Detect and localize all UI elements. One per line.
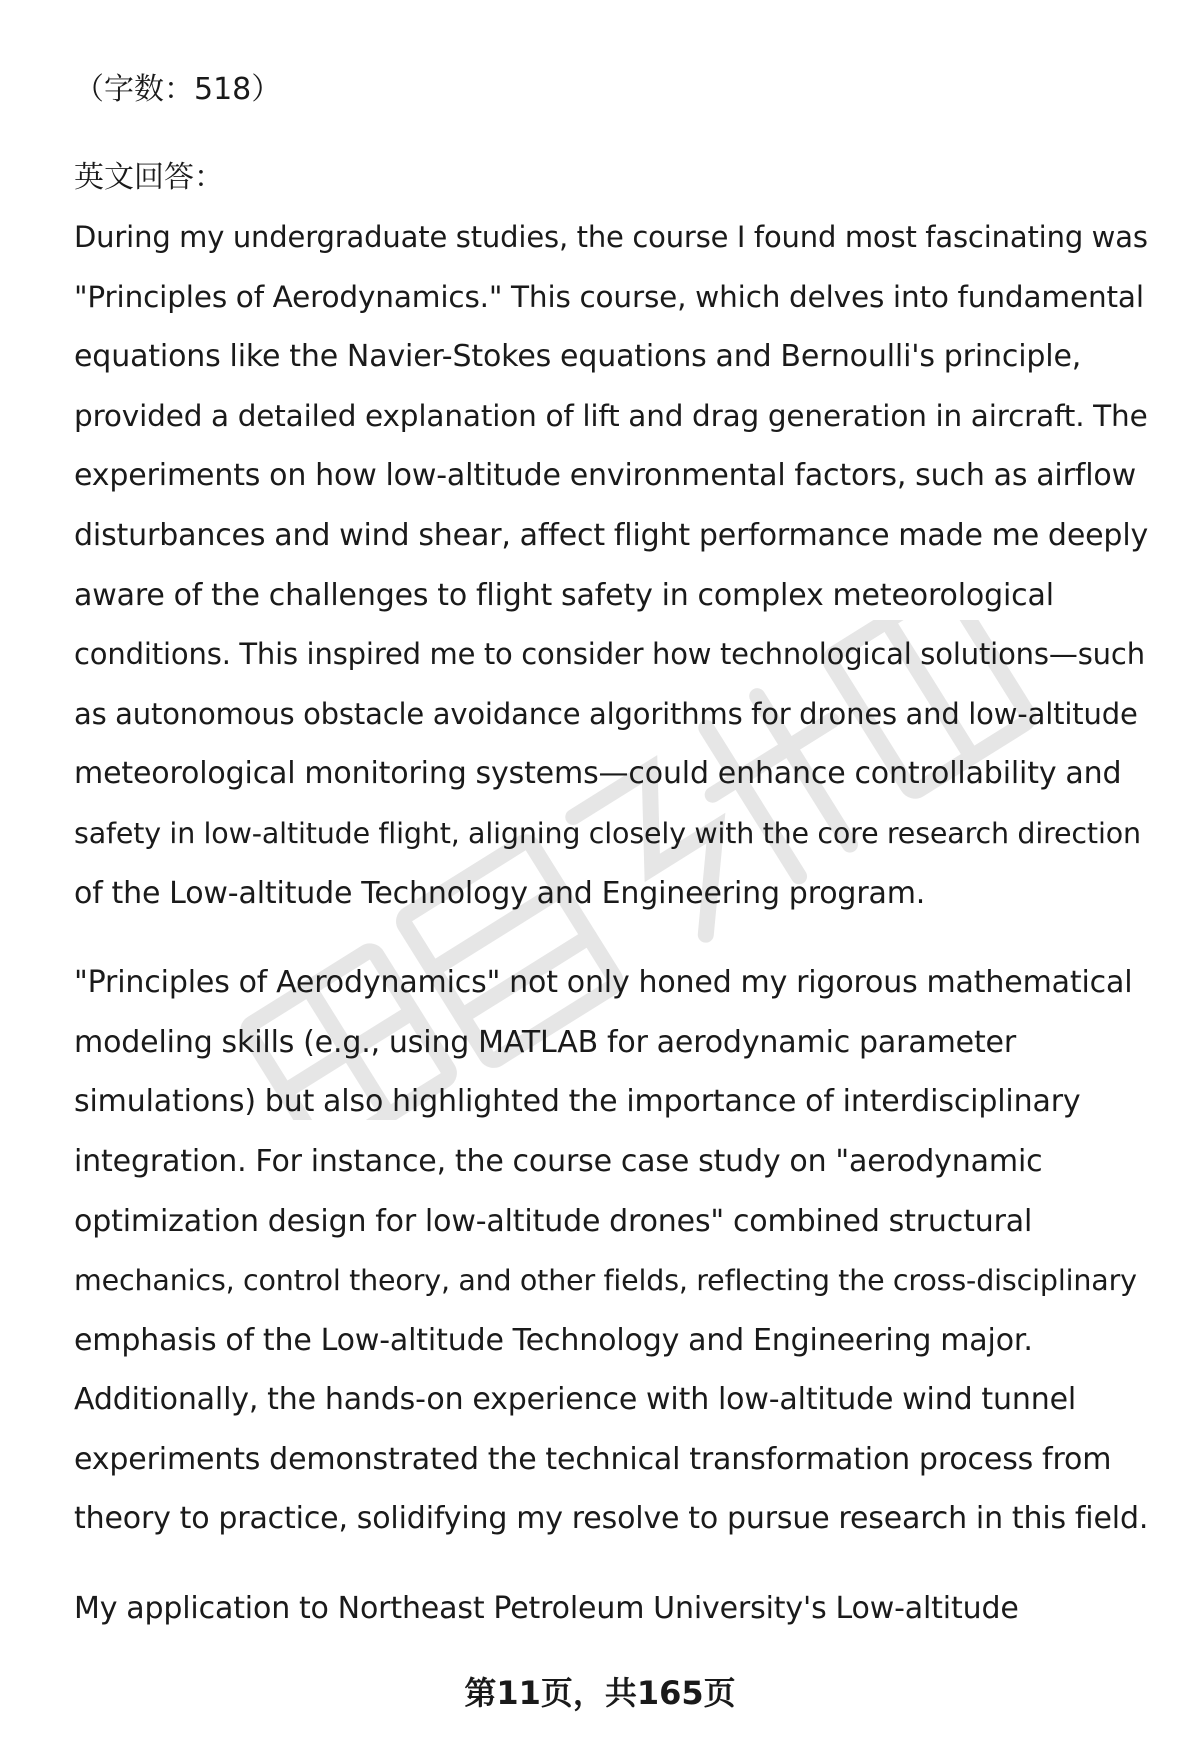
paragraph-3 <box>74 1579 1154 1639</box>
text-line: aware of the challenges to flight safety in complex meteorological <box>74 577 1054 613</box>
word-count: （字数：518） <box>74 72 282 107</box>
text-line: simulations) but also highlighted the importance of interdisciplinary <box>74 1084 1081 1120</box>
text-line: experiments demonstrated the technical transformation process from <box>74 1441 1112 1477</box>
text-line: safety in low-altitude flight, aligning closely with the core research direction <box>74 816 1141 850</box>
text-line: provided a detailed explanation of lift and drag generation in aircraft. The <box>74 398 1148 433</box>
text-line: experiments on how low-altitude environmental factors, such as airflow <box>74 458 1136 494</box>
text-line: optimization design for low-altitude drones" combined structural <box>74 1203 1033 1239</box>
text-line: emphasis of the Low-altitude Technology and Engineering major. <box>74 1322 1033 1358</box>
section-label-english-answer: 英文回答： <box>74 160 224 195</box>
document-body <box>74 60 1154 1669</box>
text-line: "Principles of Aerodynamics" not only honed my rigorous mathematical <box>74 965 1133 1001</box>
text-line: as autonomous obstacle avoidance algorithms for drones and low-altitude <box>74 696 1138 731</box>
text-line: integration. For instance, the course case study on "aerodynamic <box>74 1143 1043 1179</box>
paragraph-2 <box>74 953 1154 1549</box>
text-line: of the Low-altitude Technology and Engineering program. <box>74 875 926 911</box>
text-line: equations like the Navier-Stokes equations and Bernoulli's principle, <box>74 339 1082 375</box>
text-line: modeling skills (e.g., using MATLAB for aerodynamic parameter <box>74 1024 1017 1060</box>
text-line: mechanics, control theory, and other fields, reflecting the cross-disciplinary <box>74 1264 1137 1298</box>
text-line: theory to practice, solidifying my resolve to pursue research in this field. <box>74 1501 1149 1537</box>
text-line: conditions. This inspired me to consider how technological solutions—such <box>74 637 1145 672</box>
page-number-footer: 第11页，共165页 <box>464 1674 736 1712</box>
text-line: "Principles of Aerodynamics." This course, which delves into fundamental <box>74 279 1144 314</box>
text-line: During my undergraduate studies, the course I found most fascinating was <box>74 220 1148 254</box>
text-line: Additionally, the hands-on experience with low-altitude wind tunnel <box>74 1382 1077 1418</box>
text-line: disturbances and wind shear, affect flight performance made me deeply <box>74 517 1149 553</box>
text-line: meteorological monitoring systems—could enhance controllability and <box>74 756 1122 792</box>
paragraph-1 <box>74 208 1154 923</box>
text-line: My application to Northeast Petroleum University's Low-altitude <box>74 1591 1019 1627</box>
